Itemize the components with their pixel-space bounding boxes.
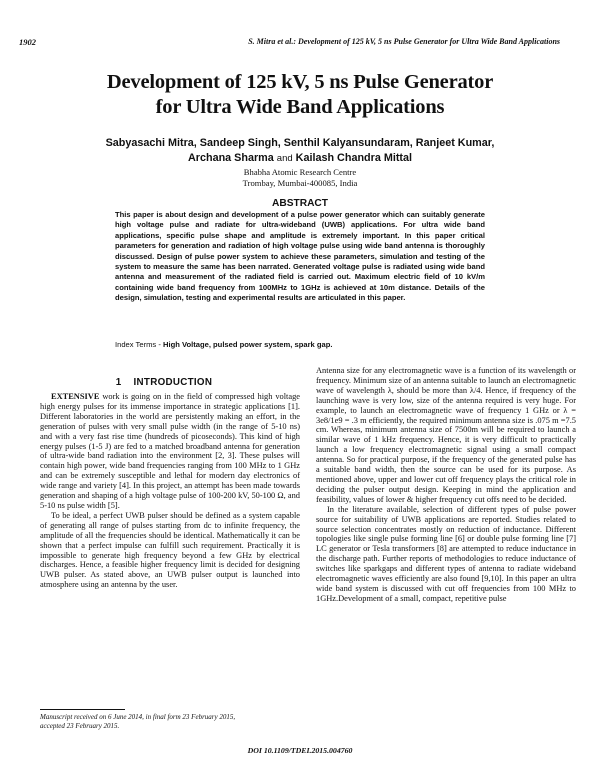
doi: DOI 10.1109/TDEI.2015.004760 xyxy=(247,746,353,755)
paragraph-text: work is going on in the field of compressed high voltage high energy pulses for its immense importance in strategic applications [1]. Different laboratories in the world are persistently making an effort, in the generation of pulses with very small pulse width (in the range of 5-10 ns) and with a very fast rise time (hundreds of picoseconds). This kind of high energy pulses (1-5 J) are fed to a matched broadband antenna for generation of ultra-wide band radiation into the environment [2, 3]. These pulses will contain high power, wide band frequencies ranging from 100 MHz to 1 GHz and can be extremely susceptible and lethal for modern day electronics of wide range and variety [4]. In this project, an attempt has been made towards generation and shaping of a high voltage pulse of 100-200 kV, 50-100 Ω, and 5-10 ns pulse width [5]. xyxy=(40,392,300,510)
abstract-heading: ABSTRACT xyxy=(271,198,329,209)
author-conjunction: and xyxy=(276,153,293,164)
index-terms-list: High Voltage, pulsed power system, spark gap. xyxy=(162,340,333,349)
footnote-line-2: accepted 23 February 2015. xyxy=(40,722,120,730)
lead-word: EXTENSIVE xyxy=(51,392,100,401)
section-number: 1 xyxy=(115,377,122,388)
index-terms-label: Index Terms - xyxy=(115,340,161,349)
title-line-1: Development of 125 kV, 5 ns Pulse Generator xyxy=(106,71,494,93)
paragraph: To be ideal, a perfect UWB pulser should be defined as a system capable of generating all range of pulses starting from dc to infinite frequency, the amplitude of all the frequencies should be identical. Mathematically it can be shown that a perfect impulse can fulfill such requirement. Practically it is impossible to generate high frequency beyond a few GHz by electrical discharges. Hence, a feasible higher frequency limit is decided for designing UWB pulser. As stated above, an UWB pulser output is launched into atmosphere using an antenna by the user. xyxy=(40,510,300,590)
section-title: INTRODUCTION xyxy=(133,377,213,388)
running-title: S. Mitra et al.: Development of 125 kV, 5 ns Pulse Generator for Ultra Wide Band Applications xyxy=(248,37,560,46)
authors-line-2 xyxy=(40,151,560,166)
footnote-line-1: Manuscript received on 6 June 2014, in final form 23 February 2015, xyxy=(40,713,236,721)
section-heading xyxy=(40,377,300,388)
paragraph: Antenna size for any electromagnetic wave is a function of its wavelength or frequency. Minimum size of an antenna suitable to launch an electromagnetic wave of wavelength λ, should be more than λ/4. Hence, if frequency of the launching wave is very low, size of the antenna required is very huge. For example, to launch an electromagnetic wave of frequency 1 GHz or λ = 3e8/1e9 = .3 m efficiently, the required minimum antenna size is .075 m =7.5 cm. Whereas, minimum antenna size of 7500m will be required to launch a similar wave of 1 kHz frequency. Hence, it is very difficult to practically launch a low frequency electromagnetic signal using a small compact antenna. So for practical purpose, if the frequency of the generated pulse has a suitable band width, then the source can be used for its purpose. As mentioned above, upper and lower cut off frequency plays the critical role in deciding the pulser output design. Keeping in mind the application and feasibility, values of lower & higher frequency cut offs need to be decided. xyxy=(316,366,576,504)
footnote-rule xyxy=(40,709,125,710)
index-terms xyxy=(115,340,485,350)
paragraph: In the literature available, selection of different types of pulse power source for suitability of UWB applications are reported. Studies related to source selection concentrates mostly on reduction of inductance. Different topologies like single pulse forming line [6] or double pulse forming line [7] LC generator or Tesla transformers [8] are attempted to reduce inductance in the discharge path. Further reports of methodologies to reduce inductance of switches like sparkgaps and different types of antenna to radiate wideband electromagnetic waves efficiently are also found [9,10]. In this paper an ultra wide band system is discussed with cut off frequencies from 100 MHz to 1GHz.Development of a small, compact, repetitive pulse xyxy=(316,504,576,603)
author-list xyxy=(40,136,560,166)
authors-line-1: Sabyasachi Mitra, Sandeep Singh, Senthil Kalyansundaram, Ranjeet Kumar, xyxy=(105,137,495,149)
title-line-2: for Ultra Wide Band Applications xyxy=(155,96,445,118)
footnote xyxy=(40,713,300,731)
left-column xyxy=(40,392,300,590)
author-kailash-mittal: Kailash Chandra Mittal xyxy=(295,152,413,164)
author-archana-sharma: Archana Sharma xyxy=(187,152,274,164)
paragraph xyxy=(40,392,300,511)
affiliation-line-2: Trombay, Mumbai-400085, India xyxy=(242,177,358,188)
affiliation-line-1: Bhabha Atomic Research Centre xyxy=(243,167,357,177)
abstract-text: This paper is about design and development of a pulse power generator which can suitably generate high voltage pulse and radiate for ultra-wideband (UWB) applications. For ultra wide band applications, specific pulse shape and amplitude is extremely important. In this paper critical parameters for generation and radiation of high voltage pulse using wide band antenna is thoroughly discussed. Design of pulse power system to achieve these parameters, simulation and testing of the system to measure the same has been narrated. Generated voltage pulse is radiated using wide band antenna and measurement of the radiated field is carried out. Maximum electric field of 10 kV/m containing wide band frequency from 100MHz to 1GHz is achieved at 10m distance. Details of the design, simulation, testing and experimental results are articulated in this paper. xyxy=(115,210,485,303)
affiliation xyxy=(40,167,560,188)
right-column xyxy=(316,366,576,604)
paper-title xyxy=(40,70,560,120)
page-number: 1902 xyxy=(19,37,36,47)
